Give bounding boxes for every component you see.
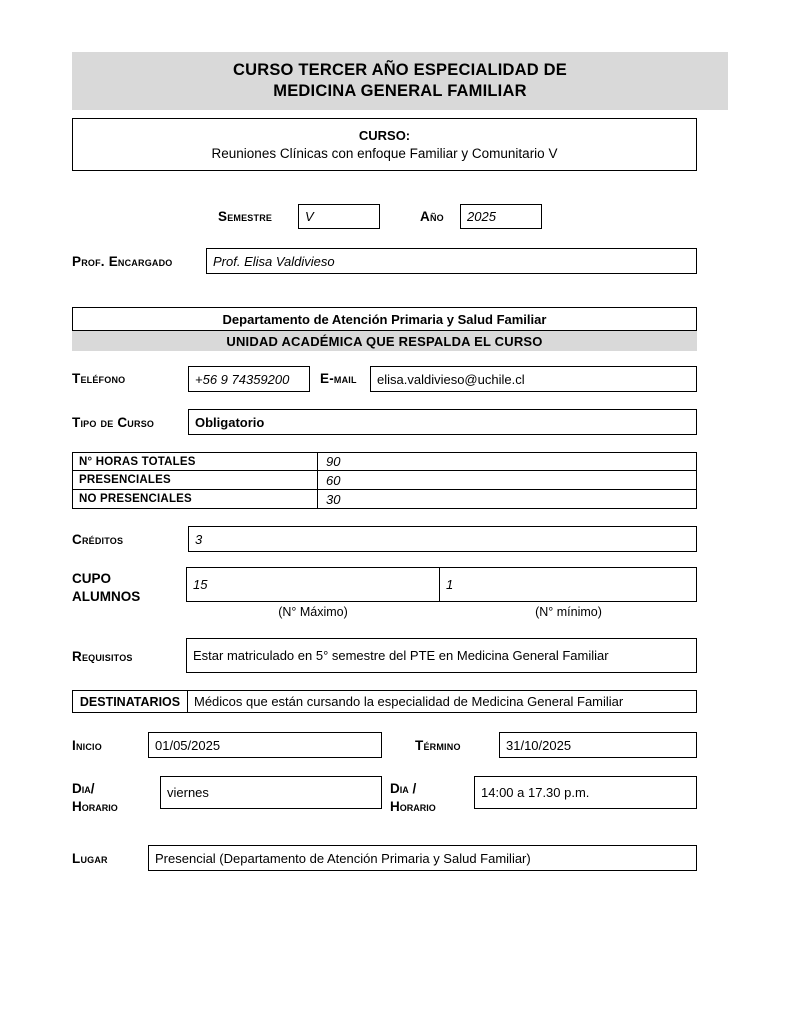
dia-horario-1-field[interactable]: viernes xyxy=(160,776,382,809)
inicio-field[interactable]: 01/05/2025 xyxy=(148,732,382,758)
presenciales-value[interactable]: 60 xyxy=(326,472,341,488)
table-row xyxy=(72,452,697,471)
dia-horario-2-label-line2: Horario xyxy=(390,799,436,814)
dia-horario-1-label-line1: Dia/ xyxy=(72,781,95,796)
table-row xyxy=(72,471,697,490)
inicio-label: Inicio xyxy=(72,738,102,753)
document-header-banner xyxy=(72,52,728,110)
lugar-label: Lugar xyxy=(72,851,108,866)
dia-horario-1-label xyxy=(72,780,118,816)
requisitos-field[interactable]: Estar matriculado en 5° semestre del PTE en Medicina General Familiar xyxy=(186,638,697,673)
creditos-field[interactable]: 3 xyxy=(188,526,697,552)
header-line-1: CURSO TERCER AÑO ESPECIALIDAD DE xyxy=(233,61,567,79)
curso-box xyxy=(72,118,697,171)
cupo-label xyxy=(72,570,140,606)
tipo-curso-label: Tipo de Curso xyxy=(72,415,155,430)
email-field[interactable]: elisa.valdivieso@uchile.cl xyxy=(370,366,697,392)
no-presenciales-value[interactable]: 30 xyxy=(326,491,341,507)
horas-totales-value[interactable]: 90 xyxy=(326,454,341,469)
dia-horario-2-field[interactable]: 14:00 a 17.30 p.m. xyxy=(474,776,697,809)
semestre-field[interactable]: V xyxy=(298,204,380,229)
header-line-2: MEDICINA GENERAL FAMILIAR xyxy=(273,82,527,100)
lugar-field[interactable]: Presencial (Departamento de Atención Primaria y Salud Familiar) xyxy=(148,845,697,871)
cupo-minimo-note: (N° mínimo) xyxy=(535,605,602,619)
table-row xyxy=(72,490,697,509)
termino-label: Término xyxy=(415,738,461,753)
semestre-label: Semestre xyxy=(218,209,273,224)
cupo-label-line2: ALUMNOS xyxy=(72,589,141,604)
profesor-label: Prof. Encargado xyxy=(72,254,173,269)
dia-horario-2-label-line1: Dia / xyxy=(390,781,417,796)
dia-horario-2-label xyxy=(390,780,436,816)
termino-field[interactable]: 31/10/2025 xyxy=(499,732,697,758)
telefono-field[interactable]: +56 9 74359200 xyxy=(188,366,310,392)
dia-horario-1-label-line2: Horario xyxy=(72,799,118,814)
no-presenciales-label: NO PRESENCIALES xyxy=(73,490,318,508)
telefono-label: Teléfono xyxy=(72,371,126,386)
requisitos-label: Requisitos xyxy=(72,649,133,664)
anio-label: Año xyxy=(420,209,444,224)
cupo-maximo-note: (N° Máximo) xyxy=(278,605,348,619)
destinatarios-label: DESTINATARIOS xyxy=(72,690,188,713)
cupo-label-line1: CUPO xyxy=(72,571,112,586)
profesor-field[interactable]: Prof. Elisa Valdivieso xyxy=(206,248,697,274)
departamento-field: Departamento de Atención Primaria y Salud Familiar xyxy=(72,307,697,331)
curso-name: Reuniones Clínicas con enfoque Familiar y Comunitario V xyxy=(211,146,558,161)
horas-totales-label: N° HORAS TOTALES xyxy=(73,453,318,470)
destinatarios-field[interactable]: Médicos que están cursando la especialidad de Medicina General Familiar xyxy=(188,690,697,713)
tipo-curso-field[interactable]: Obligatorio xyxy=(188,409,697,435)
cupo-maximo-field[interactable]: 15 xyxy=(186,567,440,602)
unidad-academica-band: UNIDAD ACADÉMICA QUE RESPALDA EL CURSO xyxy=(72,331,697,351)
curso-label: CURSO: xyxy=(358,128,411,143)
anio-field[interactable]: 2025 xyxy=(460,204,542,229)
presenciales-label: PRESENCIALES xyxy=(73,471,318,489)
creditos-label: Créditos xyxy=(72,532,124,547)
cupo-minimo-field[interactable]: 1 xyxy=(440,567,697,602)
email-label: E-mail xyxy=(320,371,357,386)
horas-table xyxy=(72,452,697,509)
